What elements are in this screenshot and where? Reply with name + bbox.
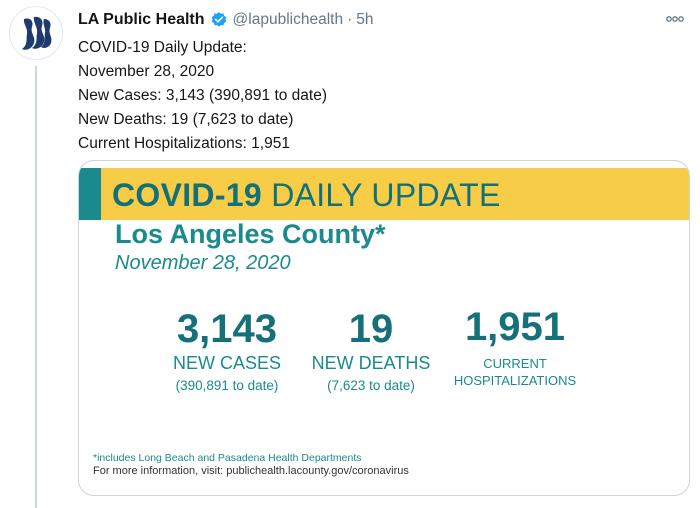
tweet-header: [78, 8, 373, 32]
thread-line: [35, 66, 37, 508]
footnote: *includes Long Beach and Pasadena Health Departments: [93, 452, 362, 464]
tweet-timestamp[interactable]: 5h: [356, 11, 374, 28]
stat-value: 19: [348, 307, 394, 351]
avatar[interactable]: [9, 6, 63, 60]
banner-title-rest: DAILY UPDATE: [262, 177, 501, 213]
author-handle[interactable]: @lapublichealth: [232, 11, 344, 28]
update-date: November 28, 2020: [115, 252, 291, 274]
stat-new-deaths: [300, 307, 442, 393]
more-options-icon[interactable]: [664, 10, 686, 28]
verified-badge-icon: [210, 11, 228, 29]
tweet-line: New Deaths: 19 (7,623 to date): [78, 111, 294, 128]
tweet-line: COVID-19 Daily Update:: [78, 39, 247, 56]
more-info-text: For more information, visit: publichealth.lacounty.gov/coronavirus: [93, 465, 409, 477]
stat-label-line1: CURRENT: [483, 356, 547, 371]
la-public-health-logo-icon: [10, 7, 63, 60]
banner-title-bold: COVID-19: [112, 177, 262, 213]
stat-new-cases: [157, 307, 297, 393]
separator-dot: ·: [347, 11, 353, 28]
tweet-line: New Cases: 3,143 (390,891 to date): [78, 87, 328, 104]
county-title: Los Angeles County*: [115, 219, 386, 249]
tweet-line: November 28, 2020: [78, 63, 215, 80]
stat-value: 1,951: [464, 305, 566, 349]
tweet-image[interactable]: [78, 160, 690, 496]
tweet-line: Current Hospitalizations: 1,951: [78, 135, 290, 152]
stat-value: 3,143: [176, 307, 278, 351]
stat-label: NEW CASES: [172, 353, 282, 373]
stat-label-line2: HOSPITALIZATIONS: [453, 373, 577, 388]
stat-hospitalizations: [431, 305, 599, 389]
stat-label: NEW DEATHS: [311, 353, 431, 373]
author-name[interactable]: LA Public Health: [78, 11, 205, 28]
stat-subtext: (7,623 to date): [327, 378, 415, 393]
banner-accent: [79, 168, 101, 220]
stat-subtext: (390,891 to date): [175, 378, 279, 393]
tweet-text: [78, 36, 678, 156]
banner-title: [112, 169, 501, 221]
